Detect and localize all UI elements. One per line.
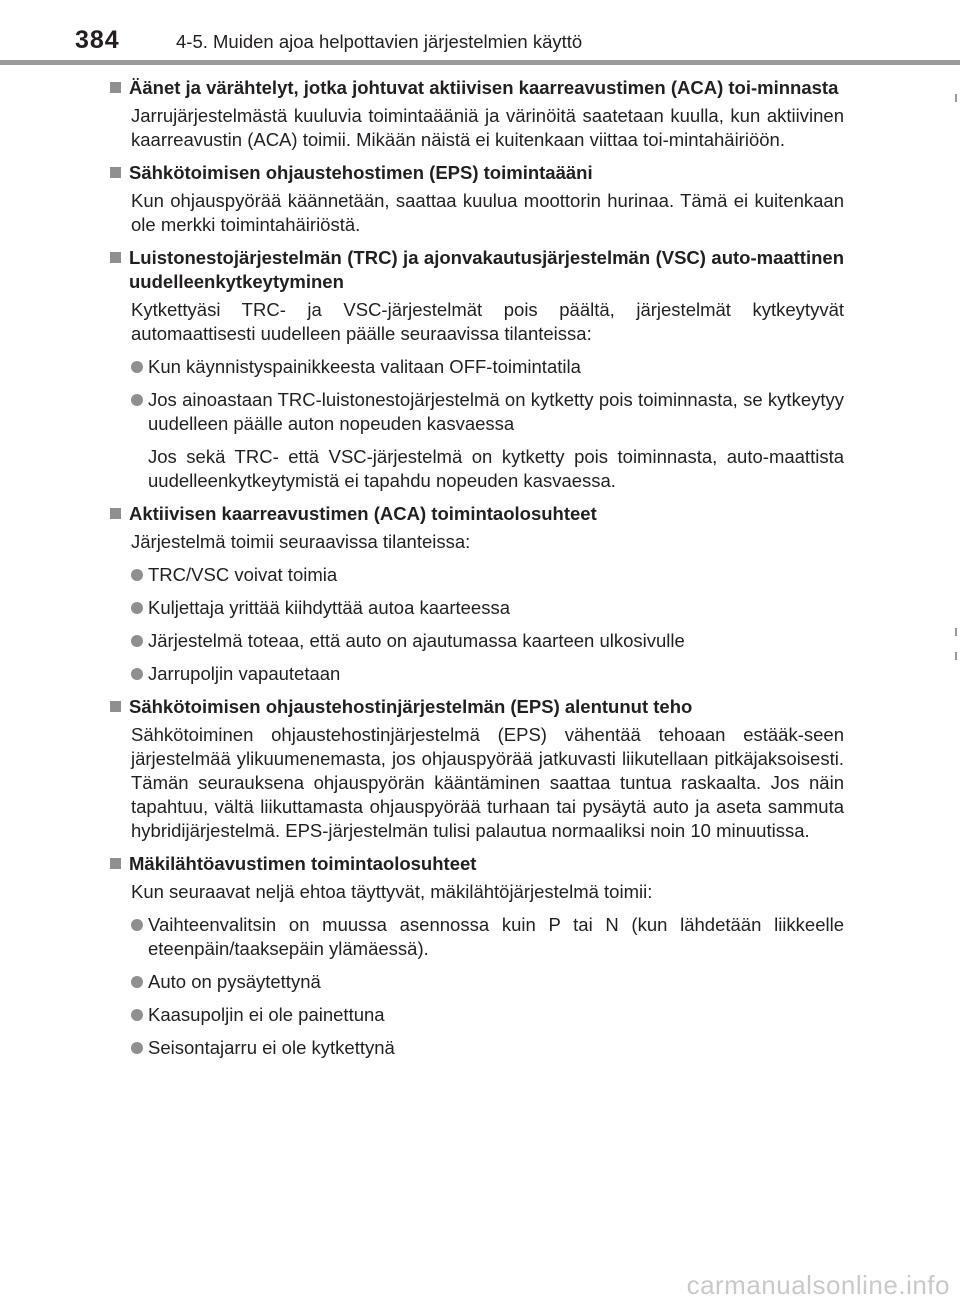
edge-tick (955, 628, 957, 636)
list-item: Kaasupoljin ei ole painettuna (131, 1003, 844, 1027)
round-bullet-icon (131, 394, 143, 406)
square-bullet-icon (110, 82, 121, 93)
section-paragraph: Kytkettyäsi TRC- ja VSC-järjestelmät pois päältä, järjestelmät kytkeytyvät automaattisesti uudelleen päälle seuraavissa tilanteissa: (131, 299, 844, 344)
list-item: Kuljettaja yrittää kiihdyttää autoa kaarteessa (131, 596, 844, 620)
site-watermark: carmanualsonline.info (686, 1270, 950, 1300)
edge-tick (955, 652, 957, 660)
list-item: Kun käynnistyspainikkeesta valitaan OFF-toimintatila (131, 355, 844, 379)
section-trc-vsc-reactivation (110, 246, 844, 493)
header-rule (0, 60, 960, 65)
section-eps-reduced-power (110, 695, 844, 843)
list-item: Jarrupoljin vapautetaan (131, 662, 844, 686)
section-paragraph: Jarrujärjestelmästä kuuluvia toimintaääniä ja värinöitä saatetaan kuulla, kun aktiivinen kaarreavustin (ACA) toimii. Mikään näistä ei kuitenkaan viittaa toi-mintahäiriöön. (131, 105, 844, 150)
chapter-title: 4-5. Muiden ajoa helpottavien järjestelmien käyttö (176, 31, 583, 52)
page-header (0, 0, 960, 64)
section-title: Mäkilähtöavustimen toimintaolosuhteet (129, 853, 477, 874)
round-bullet-icon (131, 602, 143, 614)
edge-tick (955, 94, 957, 102)
page-content (110, 76, 844, 1069)
section-aca-conditions (110, 502, 844, 686)
list-item: Auto on pysäytettynä (131, 970, 844, 994)
sub-paragraph: Jos sekä TRC- että VSC-järjestelmä on kytketty pois toiminnasta, auto-maattista uudelleenkytkeytymistä ei tapahdu nopeuden kasvaessa. (148, 446, 844, 491)
round-bullet-icon (131, 361, 143, 373)
round-bullet-icon (131, 919, 143, 931)
section-paragraph: Kun seuraavat neljä ehtoa täyttyvät, mäkilähtöjärjestelmä toimii: (131, 881, 653, 902)
round-bullet-icon (131, 668, 143, 680)
section-eps-sound (110, 161, 844, 237)
square-bullet-icon (110, 858, 121, 869)
section-title: Aktiivisen kaarreavustimen (ACA) toimintaolosuhteet (129, 503, 597, 524)
section-paragraph: Kun ohjauspyörää käännetään, saattaa kuulua moottorin hurinaa. Tämä ei kuitenkaan ole merkki toimintahäiriöstä. (131, 190, 844, 235)
section-hill-start-conditions (110, 852, 844, 1060)
section-title: Äänet ja värähtelyt, jotka johtuvat aktiivisen kaarreavustimen (ACA) toi-minnasta (129, 77, 839, 98)
section-aca-sounds (110, 76, 844, 152)
section-paragraph: Sähkötoiminen ohjaustehostinjärjestelmä (EPS) vähentää tehoaan estääk-seen järjestelmää ylikuumenemasta, jos ohjauspyörää jatkuvasti liikutellaan pitkäjaksoisesti. Tämän seurauksena ohjauspyörän kääntäminen saattaa tuntua raskaalta. Jos näin tapahtuu, vältä liikuttamasta ohjauspyörää turhaan tai pysäytä auto ja aseta sammuta hybridijärjestelmä. EPS-järjestelmän tulisi palautua normaaliksi noin 10 minuutissa. (131, 724, 844, 841)
round-bullet-icon (131, 569, 143, 581)
list-item: Järjestelmä toteaa, että auto on ajautumassa kaarteen ulkosivulle (131, 629, 844, 653)
round-bullet-icon (131, 635, 143, 647)
section-title: Luistonestojärjestelmän (TRC) ja ajonvakautusjärjestelmän (VSC) auto-maattinen uudelleenkytkeytyminen (129, 247, 844, 292)
round-bullet-icon (131, 976, 143, 988)
square-bullet-icon (110, 252, 121, 263)
square-bullet-icon (110, 701, 121, 712)
section-title: Sähkötoimisen ohjaustehostinjärjestelmän (EPS) alentunut teho (129, 696, 693, 717)
list-item: Jos ainoastaan TRC-luistonestojärjestelmä on kytketty pois toiminnasta, se kytkeytyy uudelleen päälle auton nopeuden kasvaessa (131, 388, 844, 436)
page-number: 384 (75, 26, 120, 54)
list-item: Seisontajarru ei ole kytkettynä (131, 1036, 844, 1060)
round-bullet-icon (131, 1042, 143, 1054)
list-item: Vaihteenvalitsin on muussa asennossa kuin P tai N (kun lähdetään liikkeelle eteenpäin/taaksepäin ylämäessä). (131, 913, 844, 961)
square-bullet-icon (110, 167, 121, 178)
square-bullet-icon (110, 508, 121, 519)
round-bullet-icon (131, 1009, 143, 1021)
section-title: Sähkötoimisen ohjaustehostimen (EPS) toimintaääni (129, 162, 593, 183)
section-paragraph: Järjestelmä toimii seuraavissa tilanteissa: (131, 531, 471, 552)
list-item: TRC/VSC voivat toimia (131, 563, 844, 587)
